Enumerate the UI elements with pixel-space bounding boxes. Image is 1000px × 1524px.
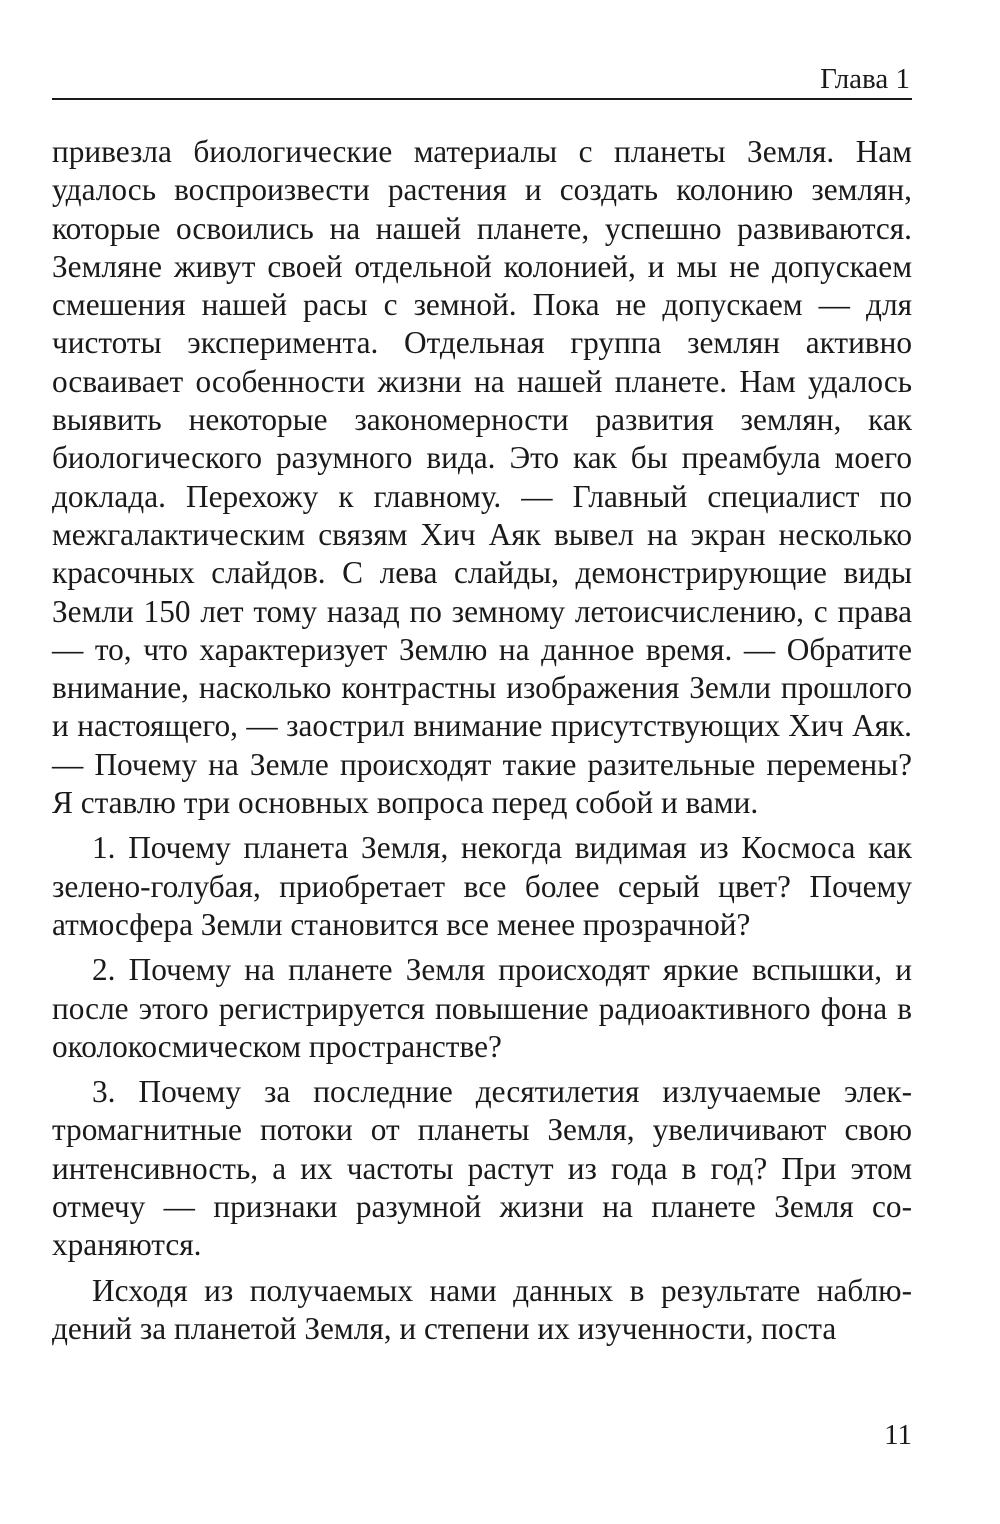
running-header (52, 62, 912, 100)
question-2: 2. Почему на планете Земля происходят яркие вспышки, и после этого регистрируется повышение радиоактивного фона в околокосмическом пространстве? (52, 952, 912, 1064)
paragraph-final: Исходя из получаемых нами данных в результате наблюдений за планетой Земля, и степени их изученности, поста (52, 1272, 912, 1346)
body-text (52, 133, 912, 1348)
question-1: 1. Почему планета Земля, некогда видимая из Космоса как зелено-голубая, приобретает все более серый цвет? Почему атмосфера Земли становится все менее прозрачной? (52, 830, 912, 942)
page-number: 11 (884, 1419, 912, 1451)
paragraph-continued: привезла биологические материалы с планеты Земля. Нам удалось воспроизвести растения и создать колонию землян, которые освоились на нашей планете, успешно развиваются. Земляне живут своей отдельной колонией, и мы не допускаем смешения нашей расы с земной. Пока не допускаем — для чистоты эксперимента. Отдельная группа землян активно осваивает особенности жизни на нашей планете. Нам удалось выявить некоторые закономерности развития землян, как биологического разумного вида. Это как бы преамбула моего доклада. Перехожу к главному. — Главный специалист по межгалактическим связям Хич Аяк вывел на экран несколько красочных слайдов. С лева слайды, демонстрирующие виды Земли 150 лет тому назад по земному летоисчислению, с права — то, что характеризует Землю на данное время. — Обратите внимание, насколько контрастны изображения Земли прошлого и настоящего, — заострил внимание присутствующих Хич Аяк. — Почему на Земле происходят такие разительные перемены? Я ставлю три основных вопроса перед собой и вами. (52, 134, 912, 821)
question-3: 3. Почему за последние десятилетия излучаемые электромагнитные потоки от планеты Земля, увеличивают свою интенсивность, а их частоты растут из года в год? При этом отмечу — признаки разумной жизни на планете Земля сохраняются. (52, 1074, 912, 1263)
chapter-title: Глава 1 (820, 63, 910, 95)
